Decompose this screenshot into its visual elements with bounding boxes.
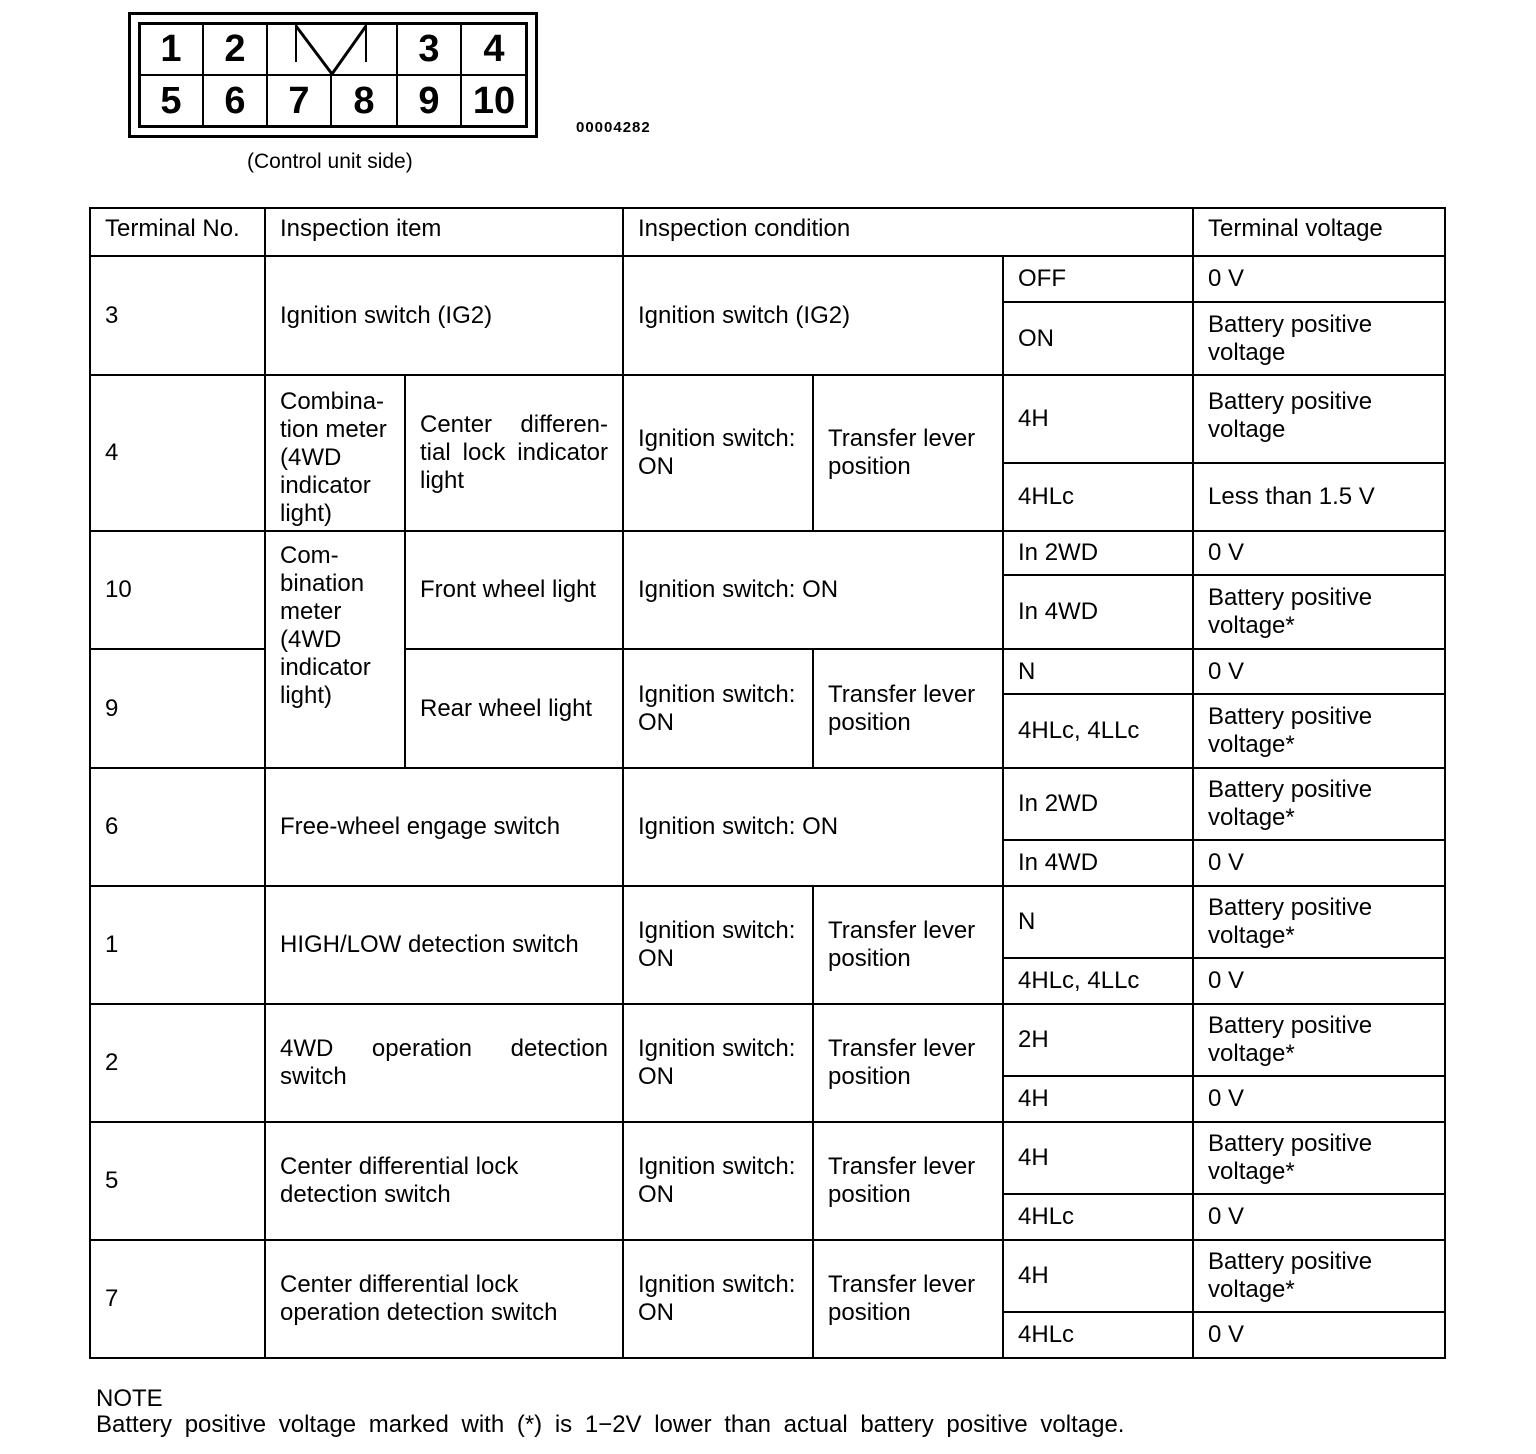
terminal-voltage: 0 V (1193, 649, 1445, 694)
condition-state: ON (1003, 302, 1193, 375)
terminal-voltage: 0 V (1193, 1312, 1445, 1358)
terminal-voltage: Battery positive voltage* (1193, 1240, 1445, 1312)
inspection-condition-detail: Transfer lever position (813, 649, 1003, 768)
terminal-voltage: Battery positive voltage* (1193, 886, 1445, 958)
inspection-condition: Ignition switch: ON (623, 375, 813, 531)
table-row (90, 1122, 1445, 1194)
header-terminal-no: Terminal No. (90, 208, 265, 256)
terminal-voltage: 0 V (1193, 256, 1445, 302)
connector-pin: 9 (396, 74, 462, 128)
inspection-condition: Ignition switch: ON (623, 1240, 813, 1358)
terminal-voltage: Battery positive voltage (1193, 302, 1445, 375)
terminal-voltage: Battery positive voltage (1193, 375, 1445, 463)
inspection-item: HIGH/LOW detection switch (265, 886, 623, 1004)
part-number: 00004282 (576, 119, 651, 136)
inspection-item: Center differen-tial lock indicator light (405, 375, 623, 531)
table-header-row (90, 208, 1445, 256)
connector-pin: 5 (138, 74, 204, 128)
header-inspection-item: Inspection item (265, 208, 623, 256)
table-row (90, 886, 1445, 958)
table-row (90, 1240, 1445, 1312)
terminal-voltage: Battery positive voltage* (1193, 1122, 1445, 1194)
table-row (90, 1004, 1445, 1076)
condition-state: 4HLc (1003, 1194, 1193, 1240)
terminal-voltage: 0 V (1193, 1076, 1445, 1122)
connector-pin: 4 (460, 22, 528, 76)
terminal-voltage: Battery positive voltage* (1193, 768, 1445, 840)
condition-state: 4H (1003, 375, 1193, 463)
terminal-number: 10 (90, 531, 265, 649)
condition-state: 4HLc, 4LLc (1003, 958, 1193, 1004)
condition-state: N (1003, 886, 1193, 958)
condition-state: In 2WD (1003, 768, 1193, 840)
condition-state: In 2WD (1003, 531, 1193, 575)
terminal-number: 5 (90, 1122, 265, 1240)
inspection-item: Free-wheel engage switch (265, 768, 623, 886)
connector-pin: 3 (396, 22, 462, 76)
table-row (90, 531, 1445, 575)
inspection-item: Ignition switch (IG2) (265, 256, 623, 375)
terminal-voltage: Battery positive voltage* (1193, 1004, 1445, 1076)
inspection-item-group: Com-bination meter (4WD indicator light) (265, 531, 405, 768)
inspection-item: 4WD operation detection switch (265, 1004, 623, 1122)
inspection-condition: Ignition switch: ON (623, 531, 1003, 649)
terminal-number: 6 (90, 768, 265, 886)
inspection-item: Center differential lock operation detection switch (265, 1240, 623, 1358)
header-terminal-voltage: Terminal voltage (1193, 208, 1445, 256)
condition-state: OFF (1003, 256, 1193, 302)
inspection-condition: Ignition switch: ON (623, 1004, 813, 1122)
condition-state: 4H (1003, 1240, 1193, 1312)
table-row (90, 768, 1445, 840)
inspection-condition: Ignition switch: ON (623, 768, 1003, 886)
terminal-number: 4 (90, 375, 265, 531)
condition-state: 4HLc, 4LLc (1003, 694, 1193, 768)
terminal-voltage: 0 V (1193, 531, 1445, 575)
connector-caption: (Control unit side) (247, 150, 413, 173)
terminal-voltage-table (89, 207, 1446, 1359)
terminal-voltage: Less than 1.5 V (1193, 463, 1445, 531)
inspection-condition: Ignition switch: ON (623, 886, 813, 1004)
terminal-number: 3 (90, 256, 265, 375)
inspection-condition-detail: Transfer lever position (813, 886, 1003, 1004)
inspection-item: Front wheel light (405, 531, 623, 649)
inspection-condition-detail: Transfer lever position (813, 1240, 1003, 1358)
condition-state: 2H (1003, 1004, 1193, 1076)
inspection-item: Center differential lock detection switch (265, 1122, 623, 1240)
connector-key-slot (266, 22, 398, 76)
condition-state: In 4WD (1003, 575, 1193, 649)
table-row (90, 256, 1445, 302)
inspection-condition: Ignition switch (IG2) (623, 256, 1003, 375)
terminal-voltage: 0 V (1193, 958, 1445, 1004)
connector-pin: 1 (138, 22, 204, 76)
terminal-voltage: 0 V (1193, 840, 1445, 886)
inspection-condition-detail: Transfer lever position (813, 1122, 1003, 1240)
condition-state: N (1003, 649, 1193, 694)
table-row (90, 375, 1445, 463)
inspection-condition: Ignition switch: ON (623, 1122, 813, 1240)
inspection-condition-detail: Transfer lever position (813, 375, 1003, 531)
terminal-voltage: Battery positive voltage* (1193, 694, 1445, 768)
condition-state: 4HLc (1003, 1312, 1193, 1358)
connector-pin: 10 (460, 74, 528, 128)
connector-pin: 6 (202, 74, 268, 128)
key-slot-mark (266, 22, 398, 76)
terminal-number: 9 (90, 649, 265, 768)
note-text: Battery positive voltage marked with (*) is 1−2V lower than actual battery positive voltage. (96, 1411, 1125, 1438)
terminal-voltage: Battery positive voltage* (1193, 575, 1445, 649)
connector-pin: 7 (266, 74, 332, 128)
condition-state: 4HLc (1003, 463, 1193, 531)
connector-pin: 2 (202, 22, 268, 76)
condition-state: In 4WD (1003, 840, 1193, 886)
terminal-number: 2 (90, 1004, 265, 1122)
inspection-item: Rear wheel light (405, 649, 623, 768)
condition-state: 4H (1003, 1076, 1193, 1122)
terminal-number: 7 (90, 1240, 265, 1358)
inspection-condition: Ignition switch: ON (623, 649, 813, 768)
terminal-voltage: 0 V (1193, 1194, 1445, 1240)
inspection-condition-detail: Transfer lever position (813, 1004, 1003, 1122)
condition-state: 4H (1003, 1122, 1193, 1194)
terminal-number: 1 (90, 886, 265, 1004)
note-title: NOTE (96, 1385, 163, 1412)
inspection-item-group: Combina-tion meter (4WD indicator light) (265, 375, 405, 531)
header-inspection-condition: Inspection condition (623, 208, 1193, 256)
connector-pin: 8 (330, 74, 398, 128)
